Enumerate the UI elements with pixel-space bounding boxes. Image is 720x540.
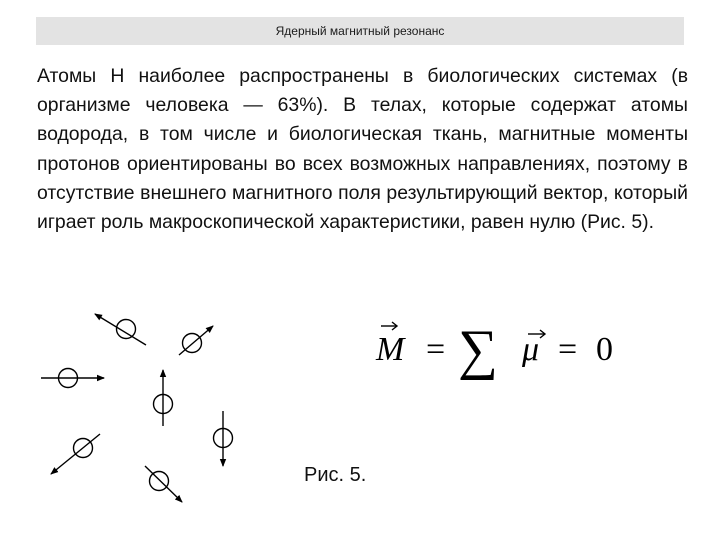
proton-moment-5	[214, 411, 233, 466]
proton-moment-7	[145, 466, 182, 502]
figure-caption: Рис. 5.	[304, 464, 367, 486]
magnetization-symbol: M	[376, 331, 405, 368]
proton-moment-3	[41, 369, 104, 388]
proton-moment-6	[51, 434, 100, 474]
sum-formula	[372, 312, 632, 392]
proton-moment-1	[95, 314, 146, 345]
proton-moment-2	[179, 326, 213, 355]
slide-title: Ядерный магнитный резонанс	[275, 24, 445, 38]
equals-sign-2: =	[558, 331, 578, 368]
proton-moment-4	[154, 370, 173, 426]
moment-symbol: μ	[522, 331, 540, 368]
zero-value: 0	[596, 331, 613, 368]
equals-sign-1: =	[426, 331, 446, 368]
sum-symbol: ∑	[458, 319, 498, 381]
body-paragraph: Атомы Н наиболее распространены в биологических системах (в организме человека — 63%). В телах, которые содержат атомы водорода, в том числе и биологическая ткань, магнитные моменты протонов ориентированы во всех возможных направлениях, поэтому в отсутствие внешнего магнитного поля результирующий вектор, который играет роль макроскопической характеристики, равен нулю (Рис. 5).	[37, 65, 688, 234]
